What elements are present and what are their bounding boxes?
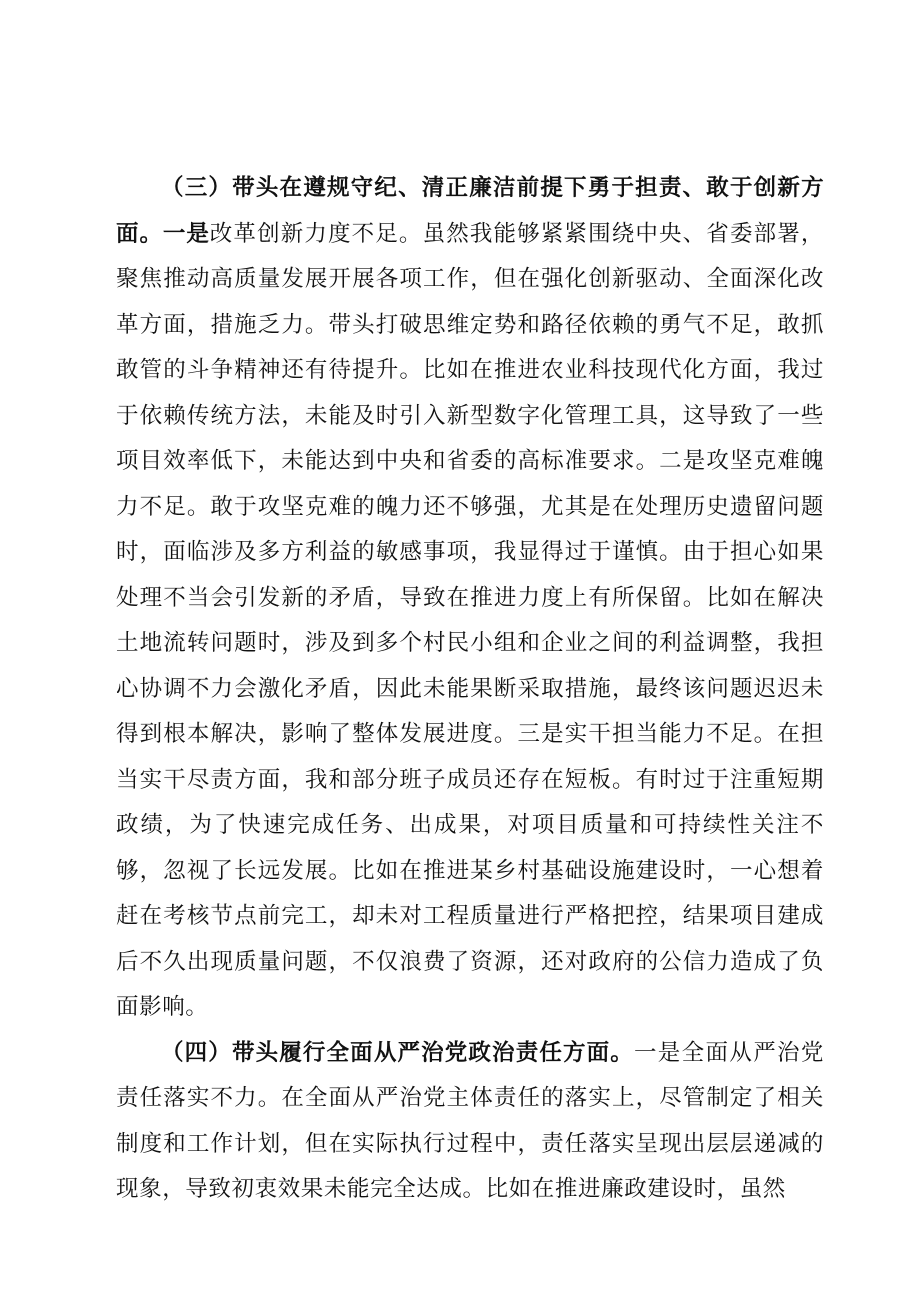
section-4-heading: （四）带头履行全面从严治党政治责任方面。 bbox=[161, 1039, 634, 1066]
paragraph-section-3 bbox=[116, 166, 824, 1031]
section-3-body-text: 改革创新力度不足。虽然我能够紧紧围绕中央、省委部署，聚焦推动高质量发展开展各项工作，但在强化创新驱动、全面深化改革方面，措施乏力。带头打破思维定势和路径依赖的勇气不足，敢抓敢管的斗争精神还有待提升。比如在推进农业科技现代化方面，我过于依赖传统方法，未能及时引入新型数字化管理工具，这导致了一些项目效率低下，未能达到中央和省委的高标准要求。二是攻坚克难魄力不足。敢于攻坚克难的魄力还不够强，尤其是在处理历史遗留问题时，面临涉及多方利益的敏感事项，我显得过于谨慎。由于担心如果处理不当会引发新的矛盾，导致在推进力度上有所保留。比如在解决土地流转问题时，涉及到多个村民小组和企业之间的利益调整，我担心协调不力会激化矛盾，因此未能果断采取措施，最终该问题迟迟未得到根本解决，影响了整体发展进度。三是实干担当能力不足。在担当实干尽责方面，我和部分班子成员还存在短板。有时过于注重短期政绩，为了快速完成任务、出成果，对项目质量和可持续性关注不够，忽视了长远发展。比如在推进某乡村基础设施建设时，一心想着赶在考核节点前完工，却未对工程质量进行严格把控，结果项目建成后不久出现质量问题，不仅浪费了资源，还对政府的公信力造成了负面影响。 bbox=[116, 220, 824, 1020]
section-4-body-text: 一是全面从严治党责任落实不力。在全面从严治党主体责任的落实上，尽管制定了相关制度和工作计划，但在实际执行过程中，责任落实呈现出层层递减的现象，导致初衷效果未能完全达成。比如在推进廉政建设时，虽然 bbox=[116, 1039, 824, 1202]
section-3-heading: （三）带头在遵规守纪、清正廉洁前提下勇于担责、敢于创新方面。 bbox=[116, 175, 824, 247]
paragraph-section-4 bbox=[116, 1031, 824, 1213]
section-3-point-1-marker: 一是 bbox=[162, 220, 210, 247]
document-body bbox=[116, 166, 824, 1213]
